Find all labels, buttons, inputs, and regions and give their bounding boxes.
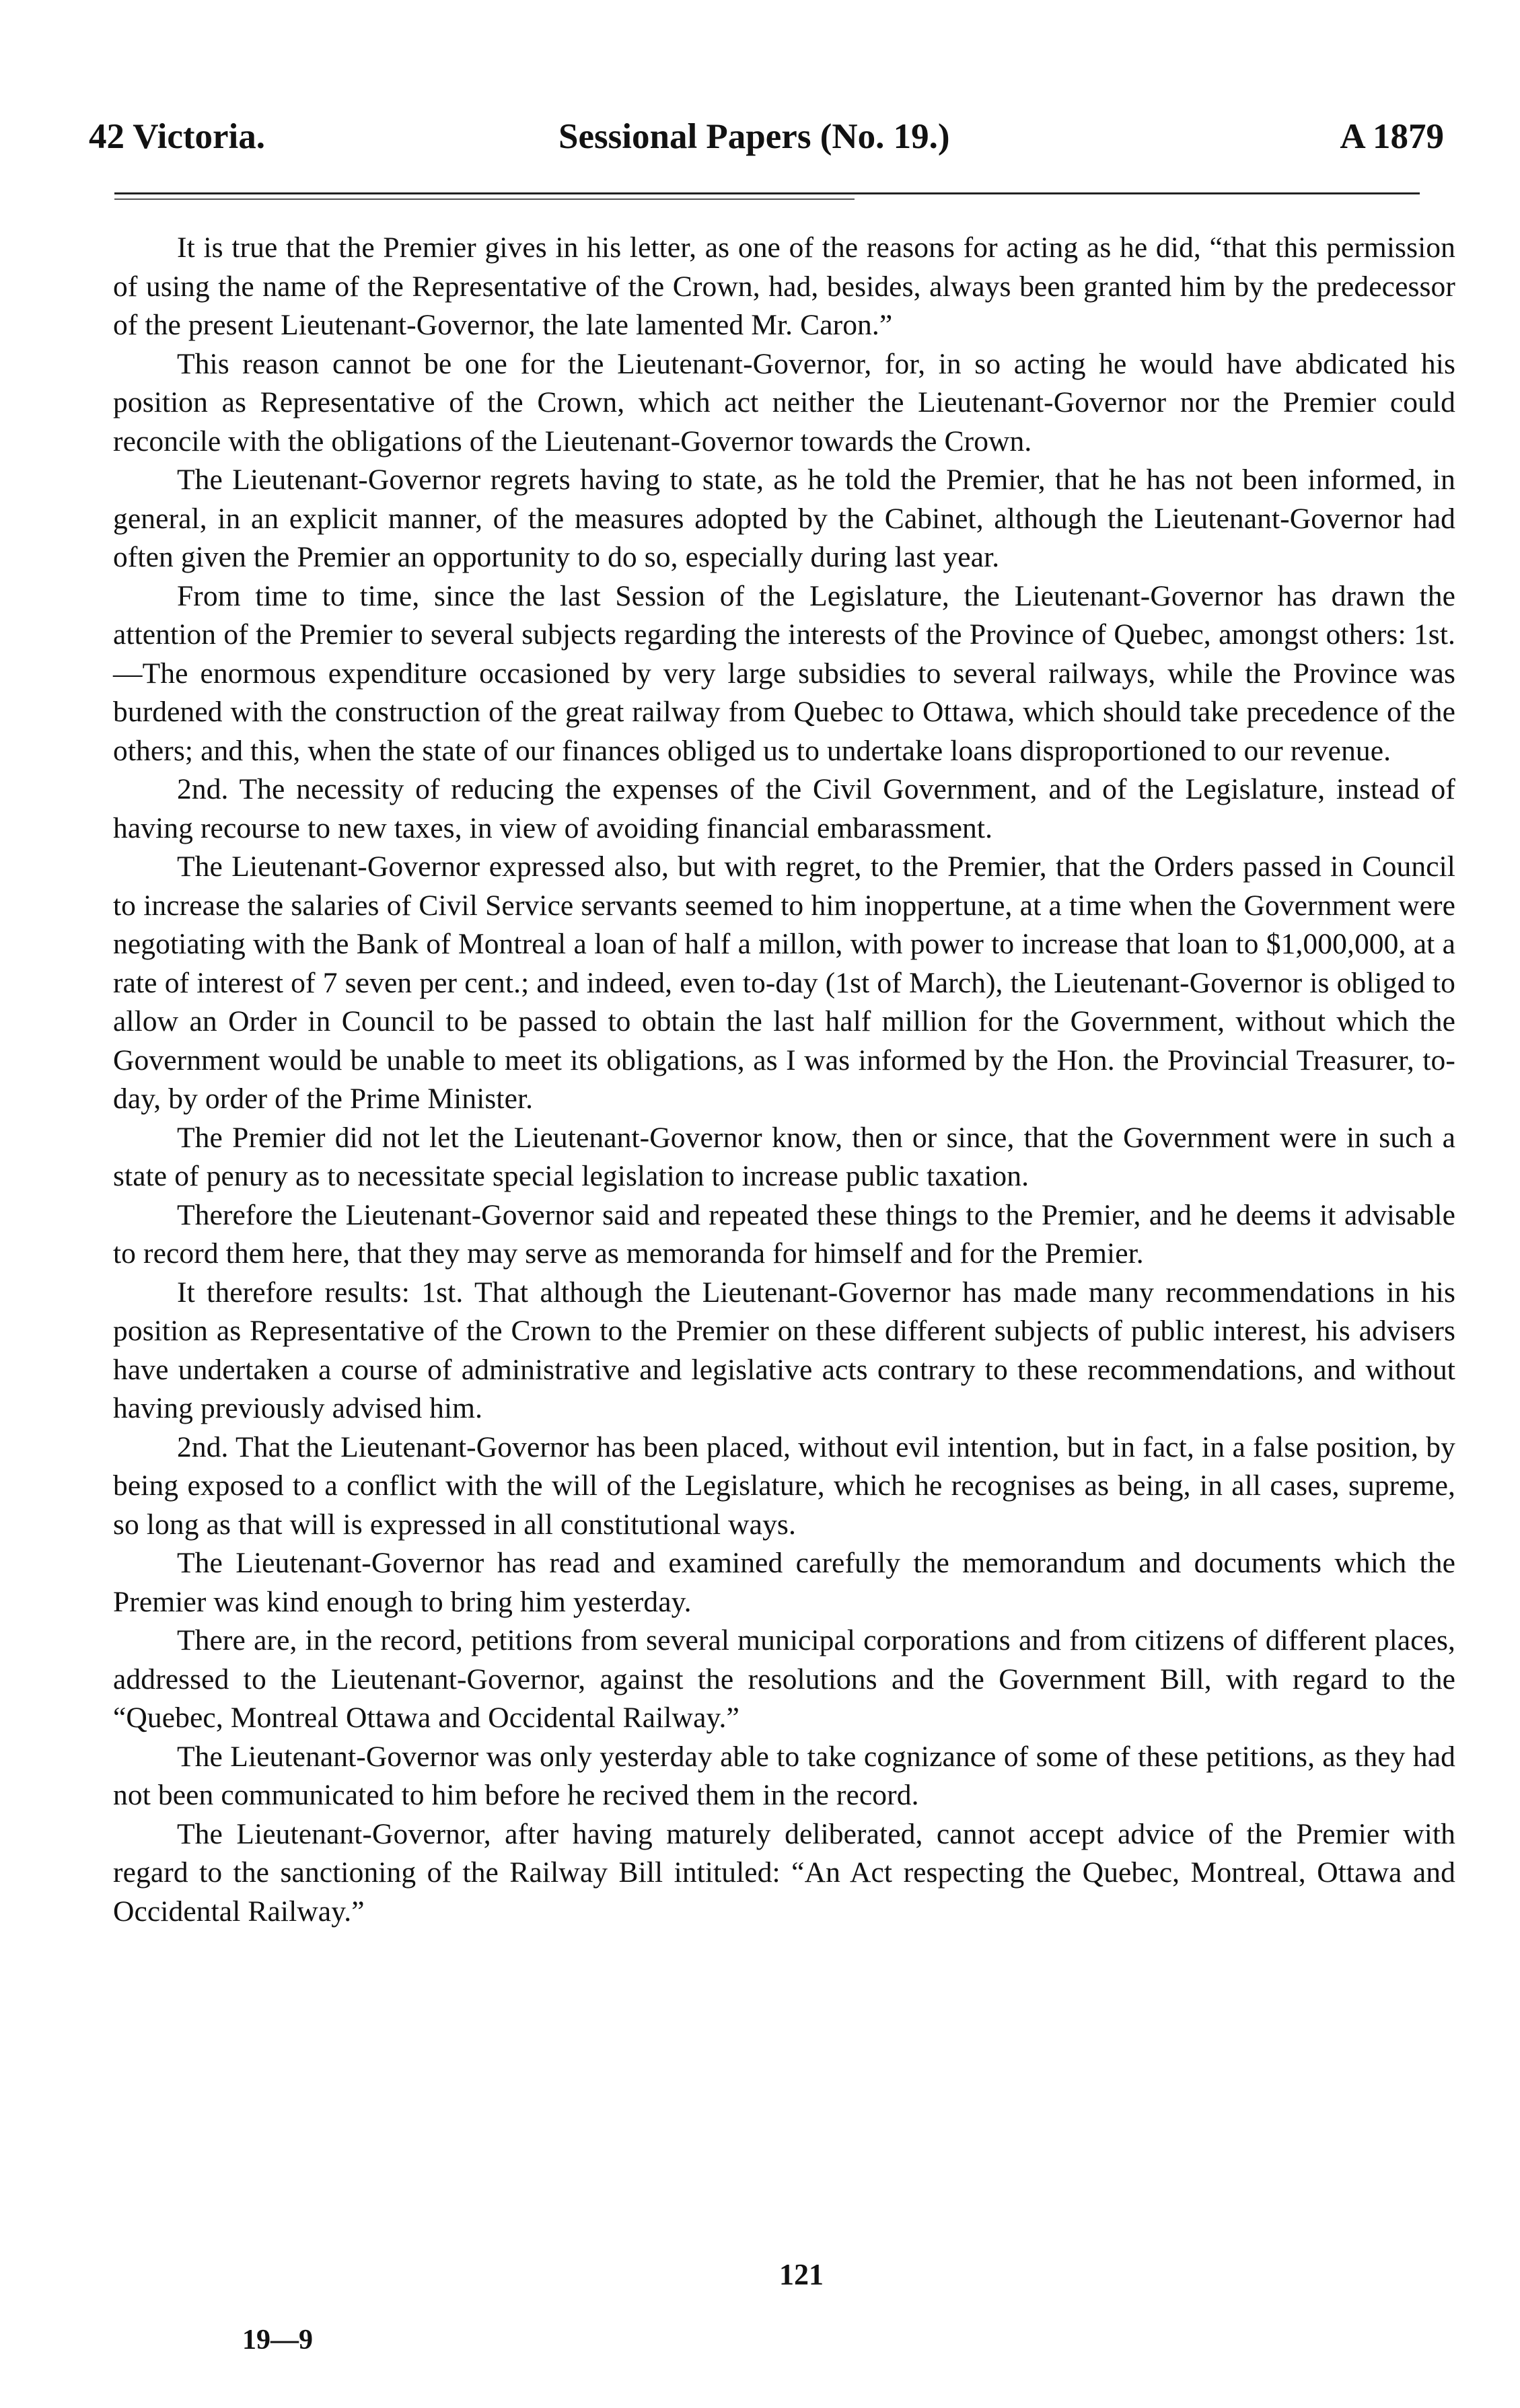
paragraph-6: The Lieutenant-Governor expressed also, but with regret, to the Premier, that the Orders passed in Council to increase the salaries of Civil Service servants seemed to him inoppertune, at a time when the Government were negotiating with the Bank of Montreal a loan of half a millon, with power to increase that loan to $1,000,000, at a rate of interest of 7 seven per cent.; and indeed, even to-day (1st of March), the Lieutenant-Governor is obliged to allow an Order in Council to be passed to obtain the last half million for the Government, without which the Government would be unable to meet its obligations, as I was informed by the Hon. the Provincial Treasurer, to-day, by order of the Prime Minister.	[113, 850, 1455, 1115]
page-header	[89, 113, 1444, 160]
paragraph-4: From time to time, since the last Session of the Legislature, the Lieutenant-Governor has drawn the attention of the Premier to several subjects regarding the interests of the Province of Quebec, amongst others: 1st.—The enormous expenditure occasioned by very large subsidies to several railways, while the Province was burdened with the construction of the great railway from Quebec to Ottawa, which should take precedence of the others; and this, when the state of our finances obliged us to undertake loans disproportioned to our revenue.	[113, 579, 1455, 767]
paragraph-14: The Lieutenant-Governor, after having maturely deliberated, cannot accept advice of the Premier with regard to the sanctioning of the Railway Bill intituled: “An Act respecting the Quebec, Montreal, Ottawa and Occidental Railway.”	[113, 1817, 1455, 1928]
header-reign-year: 42 Victoria.	[89, 117, 265, 156]
printer-signature: 19—9	[242, 2325, 313, 2356]
document-body	[113, 229, 1455, 1931]
header-rule-secondary	[114, 198, 855, 200]
paragraph-2: This reason cannot be one for the Lieutenant-Governor, for, in so acting he would have abdicated his position as Representative of the Crown, which act neither the Lieutenant-Governor nor the Premier could reconcile with the obligations of the Lieutenant-Governor towards the Crown.	[113, 347, 1455, 458]
paragraph-9: It therefore results: 1st. That although the Lieutenant-Governor has made many recommendations in his position as Representative of the Crown to the Premier on these different subjects of public interest, his advisers have undertaken a course of administrative and legislative acts contrary to these recommendations, and without having previously advised him.	[113, 1276, 1455, 1424]
paragraph-7: The Premier did not let the Lieutenant-Governor know, then or since, that the Government were in such a state of penury as to necessitate special legislation to increase public taxation.	[113, 1121, 1455, 1192]
paragraph-13: The Lieutenant-Governor was only yesterday able to take cognizance of some of these petitions, as they had not been communicated to him before he recived them in the record.	[113, 1740, 1455, 1811]
paragraph-5: 2nd. The necessity of reducing the expenses of the Civil Government, and of the Legislature, instead of having recourse to new taxes, in view of avoiding financial embarassment.	[113, 773, 1455, 844]
paragraph-10: 2nd. That the Lieutenant-Governor has been placed, without evil intention, but in fact, in a false position, by being exposed to a conflict with the will of the Legislature, which he recognises as being, in all cases, supreme, so long as that will is expressed in all constitutional ways.	[113, 1430, 1455, 1541]
paragraph-8: Therefore the Lieutenant-Governor said and repeated these things to the Premier, and he deems it advisable to record them here, that they may serve as memoranda for himself and for the Premier.	[113, 1198, 1455, 1270]
page-number: 121	[779, 2258, 824, 2291]
paragraph-3: The Lieutenant-Governor regrets having to state, as he told the Premier, that he has not been informed, in general, in an explicit manner, of the measures adopted by the Cabinet, although the Lieutenant-Governor had often given the Premier an opportunity to do so, especially during last year.	[113, 464, 1455, 573]
header-title: Sessional Papers (No. 19.)	[558, 117, 950, 156]
paragraph-12: There are, in the record, petitions from several municipal corporations and from citizens of different places, addressed to the Lieutenant-Governor, against the resolutions and the Government Bill, with regard to the “Quebec, Montreal Ottawa and Occidental Railway.”	[113, 1624, 1455, 1734]
header-year: A 1879	[1340, 117, 1444, 156]
paragraph-11: The Lieutenant-Governor has read and examined carefully the memorandum and documents which the Premier was kind enough to bring him yesterday.	[113, 1547, 1455, 1618]
paragraph-1: It is true that the Premier gives in his letter, as one of the reasons for acting as he did, “that this permission of using the name of the Representative of the Crown, had, besides, always been granted him by the predecessor of the present Lieutenant-Governor, the late lamented Mr. Caron.”	[113, 231, 1455, 341]
header-rule	[114, 192, 1420, 194]
